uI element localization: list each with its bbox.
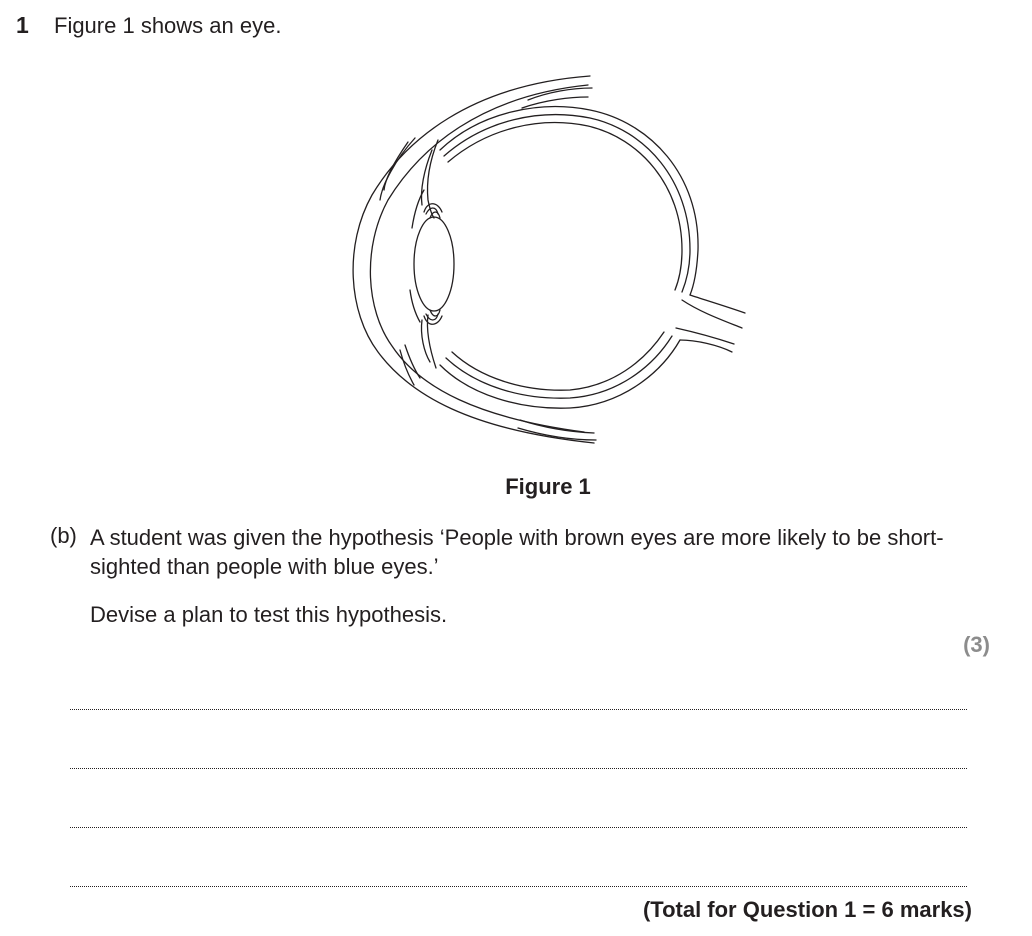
answer-line-3[interactable] (70, 827, 967, 828)
question-intro: Figure 1 shows an eye. (54, 13, 282, 38)
answer-line-4[interactable] (70, 886, 967, 887)
part-b-instruction: Devise a plan to test this hypothesis. (90, 602, 448, 627)
answer-line-1[interactable] (70, 709, 967, 710)
figure-caption: Figure 1 (505, 474, 591, 499)
question-number: 1 (16, 12, 29, 38)
part-b-question-text: A student was given the hypothesis ‘People with brown eyes are more likely to be short-sighted than people with blue eyes.’ (90, 525, 944, 579)
eye-diagram (340, 66, 760, 456)
marks-indicator: (3) (963, 632, 990, 657)
answer-line-2[interactable] (70, 768, 967, 769)
total-marks: (Total for Question 1 = 6 marks) (642, 897, 972, 922)
part-b-label: (b) (50, 523, 77, 548)
